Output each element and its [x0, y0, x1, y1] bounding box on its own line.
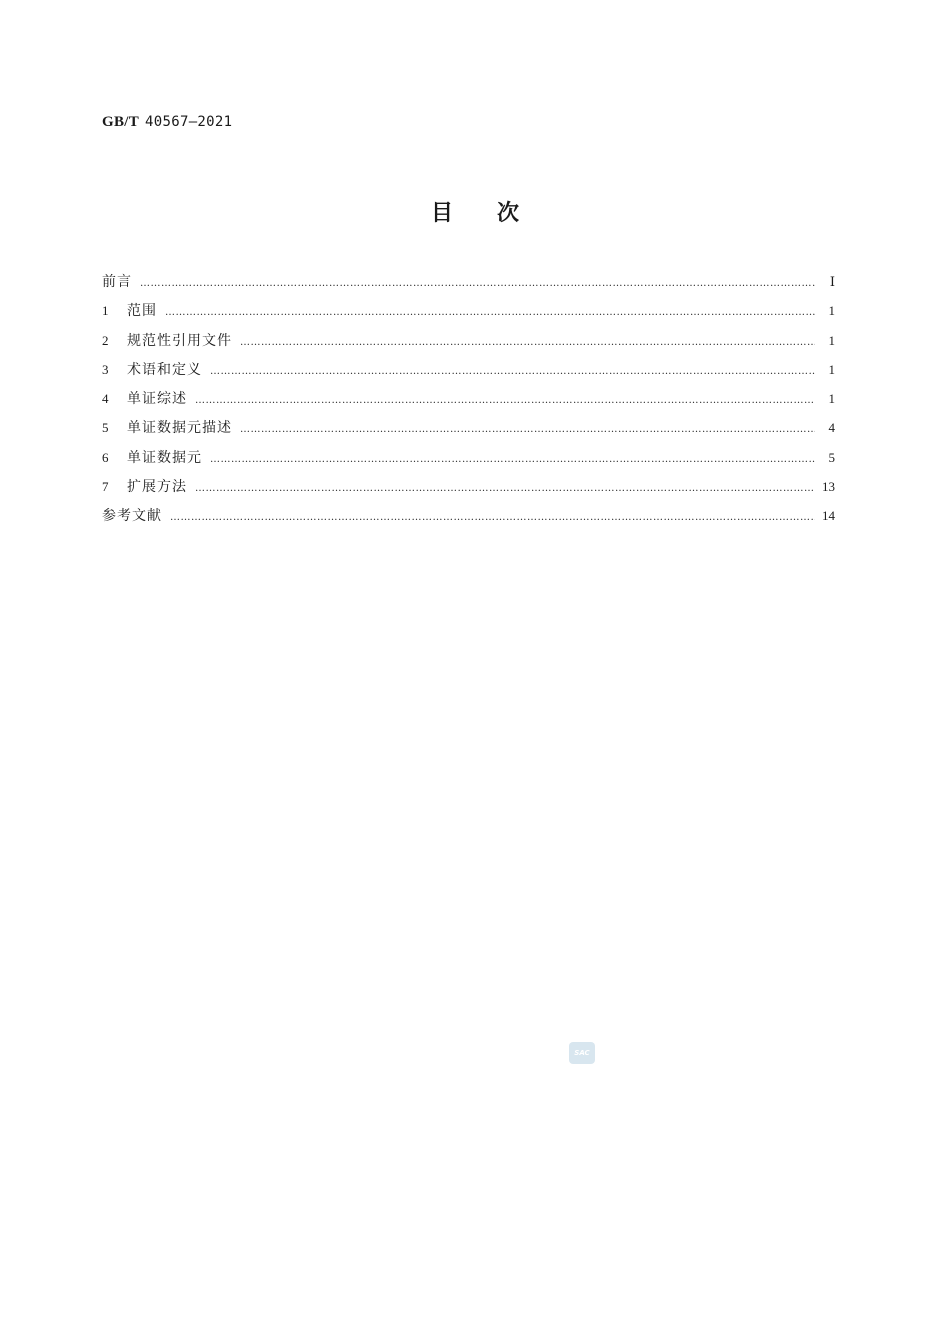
toc-entry-label: 参考文献 [102, 508, 162, 525]
toc-entry-3[interactable] [102, 359, 835, 388]
toc-entry-6[interactable] [102, 447, 835, 476]
toc-entry-label: 范围 [127, 303, 157, 320]
toc-entry-page: 1 [828, 332, 835, 348]
toc-entry-number: 6 [102, 449, 109, 465]
toc-entry-page: 5 [828, 449, 835, 465]
table-of-contents [102, 271, 835, 535]
toc-entry-number: 7 [102, 479, 109, 495]
toc-dot-leader [165, 307, 815, 318]
toc-entry-label: 前言 [102, 274, 132, 290]
toc-entry-label: 术语和定义 [127, 361, 202, 378]
toc-dot-leader [210, 454, 815, 465]
standard-code-prefix: GB/T [102, 114, 140, 130]
toc-dot-leader [240, 424, 815, 435]
toc-entry-label: 单证数据元描述 [127, 420, 232, 437]
toc-dot-leader [140, 278, 815, 289]
toc-entry-4[interactable] [102, 388, 835, 417]
toc-dot-leader [210, 366, 815, 377]
standard-code-number: 40567—2021 [145, 114, 233, 130]
toc-entry-2[interactable] [102, 330, 835, 359]
toc-dot-leader [195, 395, 815, 406]
toc-entry-page: 1 [828, 391, 835, 407]
toc-dot-leader [240, 337, 815, 348]
toc-entry-page: Ⅰ [829, 274, 835, 289]
toc-entry-page: 14 [822, 508, 835, 524]
toc-entry-preface[interactable] [102, 271, 835, 300]
toc-entry-number: 3 [102, 361, 109, 377]
toc-dot-leader [170, 512, 815, 523]
toc-entry-label: 扩展方法 [127, 479, 187, 496]
toc-entry-label: 单证综述 [127, 391, 187, 408]
toc-entry-page: 4 [828, 420, 835, 436]
toc-entry-page: 1 [828, 361, 835, 377]
toc-entry-page: 1 [828, 303, 835, 319]
toc-entry-number: 4 [102, 391, 109, 407]
toc-title: 目次 [430, 201, 563, 226]
sac-watermark-logo: SAC [569, 1042, 595, 1064]
toc-entry-5[interactable] [102, 417, 835, 446]
toc-entry-label: 规范性引用文件 [127, 332, 232, 349]
toc-dot-leader [195, 483, 815, 494]
toc-entry-number: 5 [102, 420, 109, 436]
standard-code [102, 114, 232, 131]
toc-entry-page: 13 [822, 479, 835, 495]
toc-entry-number: 1 [102, 303, 109, 319]
toc-entry-label: 单证数据元 [127, 449, 202, 466]
toc-entry-1[interactable] [102, 300, 835, 329]
toc-entry-bibliography[interactable] [102, 505, 835, 534]
toc-entry-number: 2 [102, 332, 109, 348]
toc-entry-7[interactable] [102, 476, 835, 505]
